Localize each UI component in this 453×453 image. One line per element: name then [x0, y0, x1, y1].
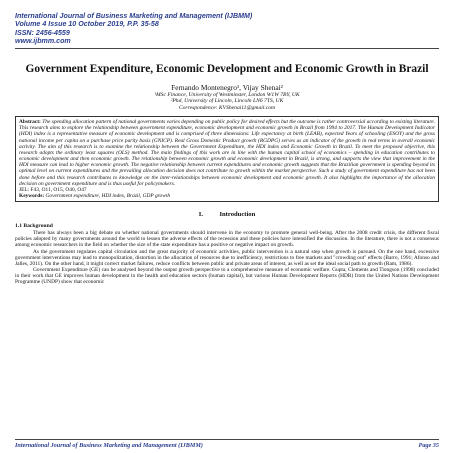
- header-divider: [15, 48, 439, 49]
- section-number: I.: [198, 211, 203, 219]
- journal-header: [15, 10, 439, 46]
- section-heading: [15, 211, 439, 219]
- subsection-heading: 1.1 Background: [15, 223, 53, 230]
- keywords-label: Keywords:: [19, 193, 45, 199]
- jel-codes: JEL: F43, O11, O15, O40, O47: [19, 186, 87, 193]
- footer-journal: International Journal of Business Marketing and Management (IJBMM): [15, 442, 203, 449]
- keywords-line: [19, 193, 435, 199]
- abstract-label: Abstract:: [19, 119, 41, 126]
- abstract-text: The spending allocation pattern of national governments varies depending on public policy for desired effects but the outcome is rather controversial according to existing literature. This research aims to explore the relationship between government expenditure, economic development and economic growth in Brazil from 1994 to 2017. The Human Development Indicator (HDI) index is a representative measure of economic development and is comprised of three dimensions: Life expectancy at birth (LEAB), expected Years of schooling (ESOY) and the gross national income per capita on a purchase price parity basis (GNICP). Real Gross Domestic Product growth (RGDPG) serves as an indicator of the growth in real terms in overall economic activity. The aim of this research is to examine the relationship between the Government Expenditure, the HDI index and Economic Growth in Brazil. To meet the proposed objective, this research adopts the ordinary least squares (OLS) method. The main findings of this work are in line with the human capital school of economics – spending in education contributes to economic development and then economic growth. The relationship between economic growth and economic development in Brazil, is strong, and supports the view that improvement in the HDI measure can lead to higher economic growth. The negative relationship between current expenditures and economic growth suggests that the Brazilian government is spending beyond its optimal level on current expenditures and the prevailing allocation decision does not contribute to growth within the market perspective. Such a study of government expenditure has not been done before and this research contributes to knowledge on the inter-relationships between economic development and economic growth. It also highlights the importance of the allocation decision on government expenditure and is thus useful for policymakers.: [19, 119, 435, 187]
- journal-volume: Volume 4 Issue 10 October 2019, P.P. 35-58: [15, 20, 159, 29]
- section-title: Introduction: [219, 211, 256, 219]
- body-paragraph: Government Expenditure (GE) can be analysed beyond the output growth perspective to a comprehensive measure of economic welfare. Gupta, Clements and Tiongson (1998) concluded in their work that GE improves human development in the health and education sectors (human capital), but various Human Development Reports (HDR) from the United Nations Development Programme (UNDP) show that economic: [15, 267, 439, 286]
- page-number: Page 35: [418, 442, 439, 449]
- journal-website: www.ijbmm.com: [15, 37, 71, 46]
- journal-name: International Journal of Business Marketing and Management (IJBMM): [15, 12, 253, 20]
- page-footer: [15, 439, 439, 449]
- body-paragraph: As the government regulates capital circulation and the great majority of economic activities, public intervention is a natural step when growth is pursued. On the one hand, excessive government interventions may lead to monopolization, distortion in the allocation of resources due to inefficiency, restrictions to free markets and "crowding out" effects (Barro, 1991; Afonso and Jalles, 2011). On the other hand, it might correct market failures, reduce conflicts between public and private areas of interest, as well as set the ideal social path to growth (Ram, 1986).: [15, 248, 439, 267]
- paper-authors: Fernando Montenegro¹, Vijay Shenai²: [171, 82, 283, 92]
- paper-title: Government Expenditure, Economic Development and Economic Growth in Brazil: [25, 62, 429, 75]
- correspondence: Correspondence: KVShenai11@gmail.com: [178, 104, 276, 111]
- body-paragraph: There has always been a big debate on whether national governments should intervene in the economy to promote general well-being. After the 2008 credit crisis, the different fiscal policies adopted by many governments around the world to lessen the adverse effects of the recession and these policies have intensified the discussion. In the literature, there is not a consensus among economic researchers in the field on whether the size of the state expenditure has a positive or negative impact on growth.: [15, 230, 439, 249]
- affiliation-2: ²Phd, University of Lincoln, Lincoln LN6 7TS, UK: [170, 98, 284, 105]
- journal-issn: ISSN: 2456-4559: [15, 28, 70, 37]
- affiliation-1: ¹MSc Finance, University of Westminster, London W1W 7BY, UK: [154, 91, 300, 98]
- abstract-box: [15, 116, 439, 202]
- keywords-text: Government expenditure, HDI index, Brazil, GDP growth: [45, 193, 171, 199]
